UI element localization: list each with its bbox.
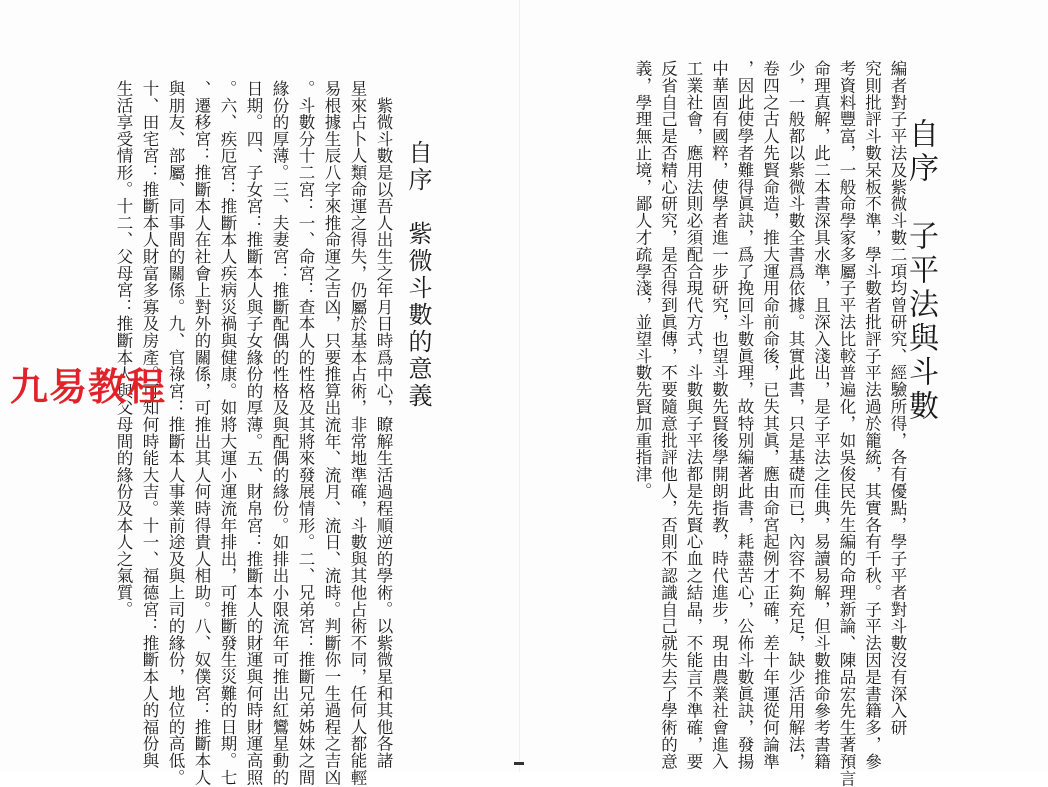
right-page-title: 自序 子平法與斗數: [903, 118, 938, 424]
right-page-body: 編者對子平法及紫微斗數二項均曾研究、經驗所得，各有優點，學子平者對斗數沒有深入研 究則批評斗數呆板不準，學斗數者批評子平法過於籠統，其實各有千秋。子平法因是書籍多，參 考資料豐富，一般命學家多屬子平法比較普遍化，如吳俊民先生編的命理新論、陳品宏先生著預言 命理真解，此二本書深具水準，且深入淺出，是子平法之佳典，易讀易解，但斗數推命參考書籍 少，一般都以紫微斗數全書爲依據。其實此書，只是基礎而已，內容不夠充足，缺少活用解法， 卷四之古人先賢命造，推大運用命前命後，已失其眞，應由命宮起例才正確，差十年運從何論準 ，因此使學者難得眞訣，爲了挽回斗數眞理，故特別編著此書，耗盡苦心，公佈斗數眞訣，發揚 中華固有國粹，使學者進一步研究，也望斗數先賢後學開朗指教，時代進步，現由農業社會進入 工業社會，應用法則必須配合現代方式，斗數與子平法都是先賢心血之結晶，不能言不準確，要 反省自己是否精心研究，是否得到眞傳，不要隨意批評他人，否則不認識自己就失去了學術的意 義，學理無止境，鄙人才疏學淺，並望斗數先賢加重指津。: [633, 60, 907, 787]
watermark-text: 九易教程: [10, 365, 167, 409]
left-page-title: 自序 紫微斗數的意義: [404, 140, 432, 410]
left-page-body: 紫微斗數是以吾人出生之年月日時爲中心，瞭解生活過程順逆的學術。以紫微星和其他各諸 星來占卜人類命運之得失，仍屬於基本占術，非常地準確，斗數與其他占術不同，任何人都能輕 易根據生辰八字來推命運之吉凶，只要推算出流年、流月、流日、流時。判斷你一生過程之吉凶 。斗數分十二宮：一、命宮：查本人的性格及其將來發展情形。二、兄弟宮：推斷兄弟姊妹之間 緣份的厚薄。三、夫妻宮：推斷配偶的性格及與配偶的緣份。如排出小限流年可推出紅鸞星動的 日期。四、子女宮：推斷本人與子女緣份的厚薄。五、財帛宮：推斷本人的財運與何時財運高照 。六、疾厄宮：推斷本人疾病災禍與健康。如將大運小運流年排出，可推斷發生災難的日期。七 、遷移宮：推斷本人在社會上對外的關係，可推出其人何時得貴人相助。八、奴僕宮：推斷本人 與朋友、部屬、同事間的關係。九、官祿宮：推斷本人事業前途及與上司的緣份，地位的高低。 十、田宅宮：推斷本人財富多寡及房產。可知何時能大吉。十一、福德宮：推斷本人的福份與 生活享受情形。十二、父母宮：推斷本人與父母間的緣份及本人之氣質。: [114, 80, 393, 786]
page-folio-mark: [514, 762, 524, 765]
book-gutter: [519, 0, 520, 772]
